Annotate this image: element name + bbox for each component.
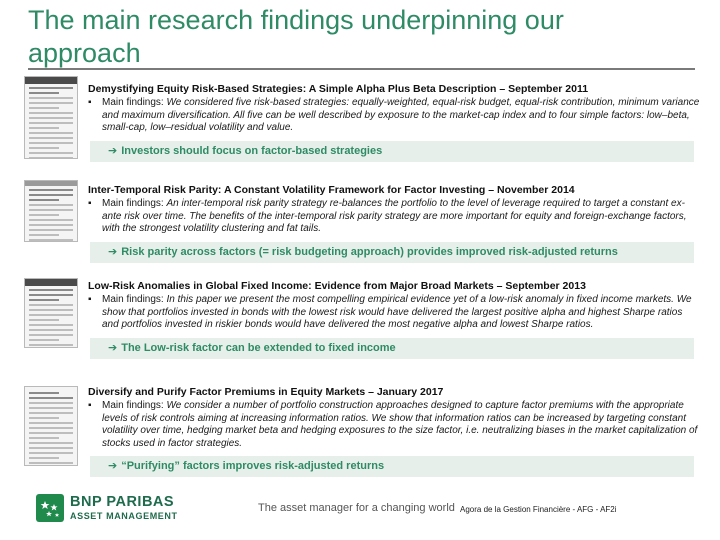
conclusion-box xyxy=(90,242,694,263)
findings-lead: Main findings: xyxy=(102,97,167,108)
paper-thumbnail-4 xyxy=(24,386,78,466)
conclusion-box xyxy=(90,456,694,477)
findings-text: We considered five risk-based strategies: equally-weighted, equal-risk budget, equal-risk contribution, minimum variance and maximum diversification. All five can be well described by exposure to the market-cap index and to four simple factors: low–beta, small-cap, low–residual volatility and value. xyxy=(102,97,700,134)
findings-bullet xyxy=(88,294,700,332)
arrow-right-icon: ➔ xyxy=(108,144,118,157)
bnp-paribas-logo xyxy=(36,494,186,522)
research-finding-3 xyxy=(88,280,700,359)
findings-text: We consider a number of portfolio construction approaches designed to capture factor premiums with the appropriate levels of risk controls aiming at increasing information ratios. We show that information ratios can be increased by targeting constant volatility over time, hedging market beta and hedging exposures to the size factor, i.e. neutralizing biases in the market capitalization of stocks used in factor strategies. xyxy=(102,400,698,449)
bullet-marker: ▪ xyxy=(88,198,92,209)
findings-bullet xyxy=(88,198,700,236)
conclusion-box xyxy=(90,141,694,162)
conclusion-text: “Purifying” factors improves risk-adjusted returns xyxy=(121,460,385,473)
thumbnail-header-band xyxy=(25,77,77,84)
thumbnail-header-band xyxy=(25,279,77,286)
paper-title: Diversify and Purify Factor Premiums in Equity Markets – January 2017 xyxy=(88,386,444,398)
paper-title: Demystifying Equity Risk-Based Strategies: A Simple Alpha Plus Beta Description – September 2011 xyxy=(88,83,589,95)
footer-event-label: Agora de la Gestion Financière - AFG - AF2i xyxy=(460,505,617,514)
findings-text: An inter-temporal risk parity strategy re-balances the portfolio to the level of leverage required to target a constant ex-ante risk over time. The benefits of the inter-temporal risk parity strategy are more important for equity and foreign-exchange factors, with the strongest volatility clustering and fat tails. xyxy=(102,198,687,235)
findings-bullet xyxy=(88,400,700,450)
logo-subtitle: ASSET MANAGEMENT xyxy=(70,511,178,521)
research-finding-4 xyxy=(88,386,700,477)
title-divider xyxy=(28,68,695,70)
findings-lead: Main findings: xyxy=(102,294,167,305)
paper-thumbnail-1 xyxy=(24,76,78,159)
slide-title: The main research findings underpinning our approach xyxy=(28,5,564,68)
findings-bullet xyxy=(88,97,700,135)
bnp-stars-icon xyxy=(36,494,64,522)
bullet-marker: ▪ xyxy=(88,294,92,305)
research-finding-1 xyxy=(88,83,700,162)
conclusion-box xyxy=(90,338,694,359)
paper-thumbnail-2 xyxy=(24,180,78,242)
arrow-right-icon: ➔ xyxy=(108,341,118,354)
brand-tagline: The asset manager for a changing world xyxy=(258,502,455,514)
paper-title: Inter-Temporal Risk Parity: A Constant Volatility Framework for Factor Investing – November 2014 xyxy=(88,184,575,196)
research-finding-2 xyxy=(88,184,700,263)
bullet-marker: ▪ xyxy=(88,97,92,108)
conclusion-text: Investors should focus on factor-based strategies xyxy=(121,144,383,157)
findings-lead: Main findings: xyxy=(102,198,167,209)
findings-lead: Main findings: xyxy=(102,400,167,411)
arrow-right-icon: ➔ xyxy=(108,460,118,473)
paper-thumbnail-3 xyxy=(24,278,78,348)
bullet-marker: ▪ xyxy=(88,400,92,411)
paper-title: Low-Risk Anomalies in Global Fixed Income: Evidence from Major Broad Markets – September 2013 xyxy=(88,280,586,292)
logo-wordmark: BNP PARIBAS xyxy=(70,494,175,510)
thumbnail-header-band xyxy=(25,181,77,186)
findings-text: In this paper we present the most compelling empirical evidence yet of a low-risk anomaly in fixed income markets. We show that portfolios invested in bonds with the lowest risk would have delivered the largest positive alpha and highest Sharpe ratios and portfolios invested in riskier bonds would have delivered the most negative alpha and lowest Sharpe ratios. xyxy=(102,294,692,331)
conclusion-text: The Low-risk factor can be extended to fixed income xyxy=(121,341,396,354)
arrow-right-icon: ➔ xyxy=(108,245,118,258)
conclusion-text: Risk parity across factors (= risk budgeting approach) provides improved risk-adjusted returns xyxy=(121,245,618,258)
